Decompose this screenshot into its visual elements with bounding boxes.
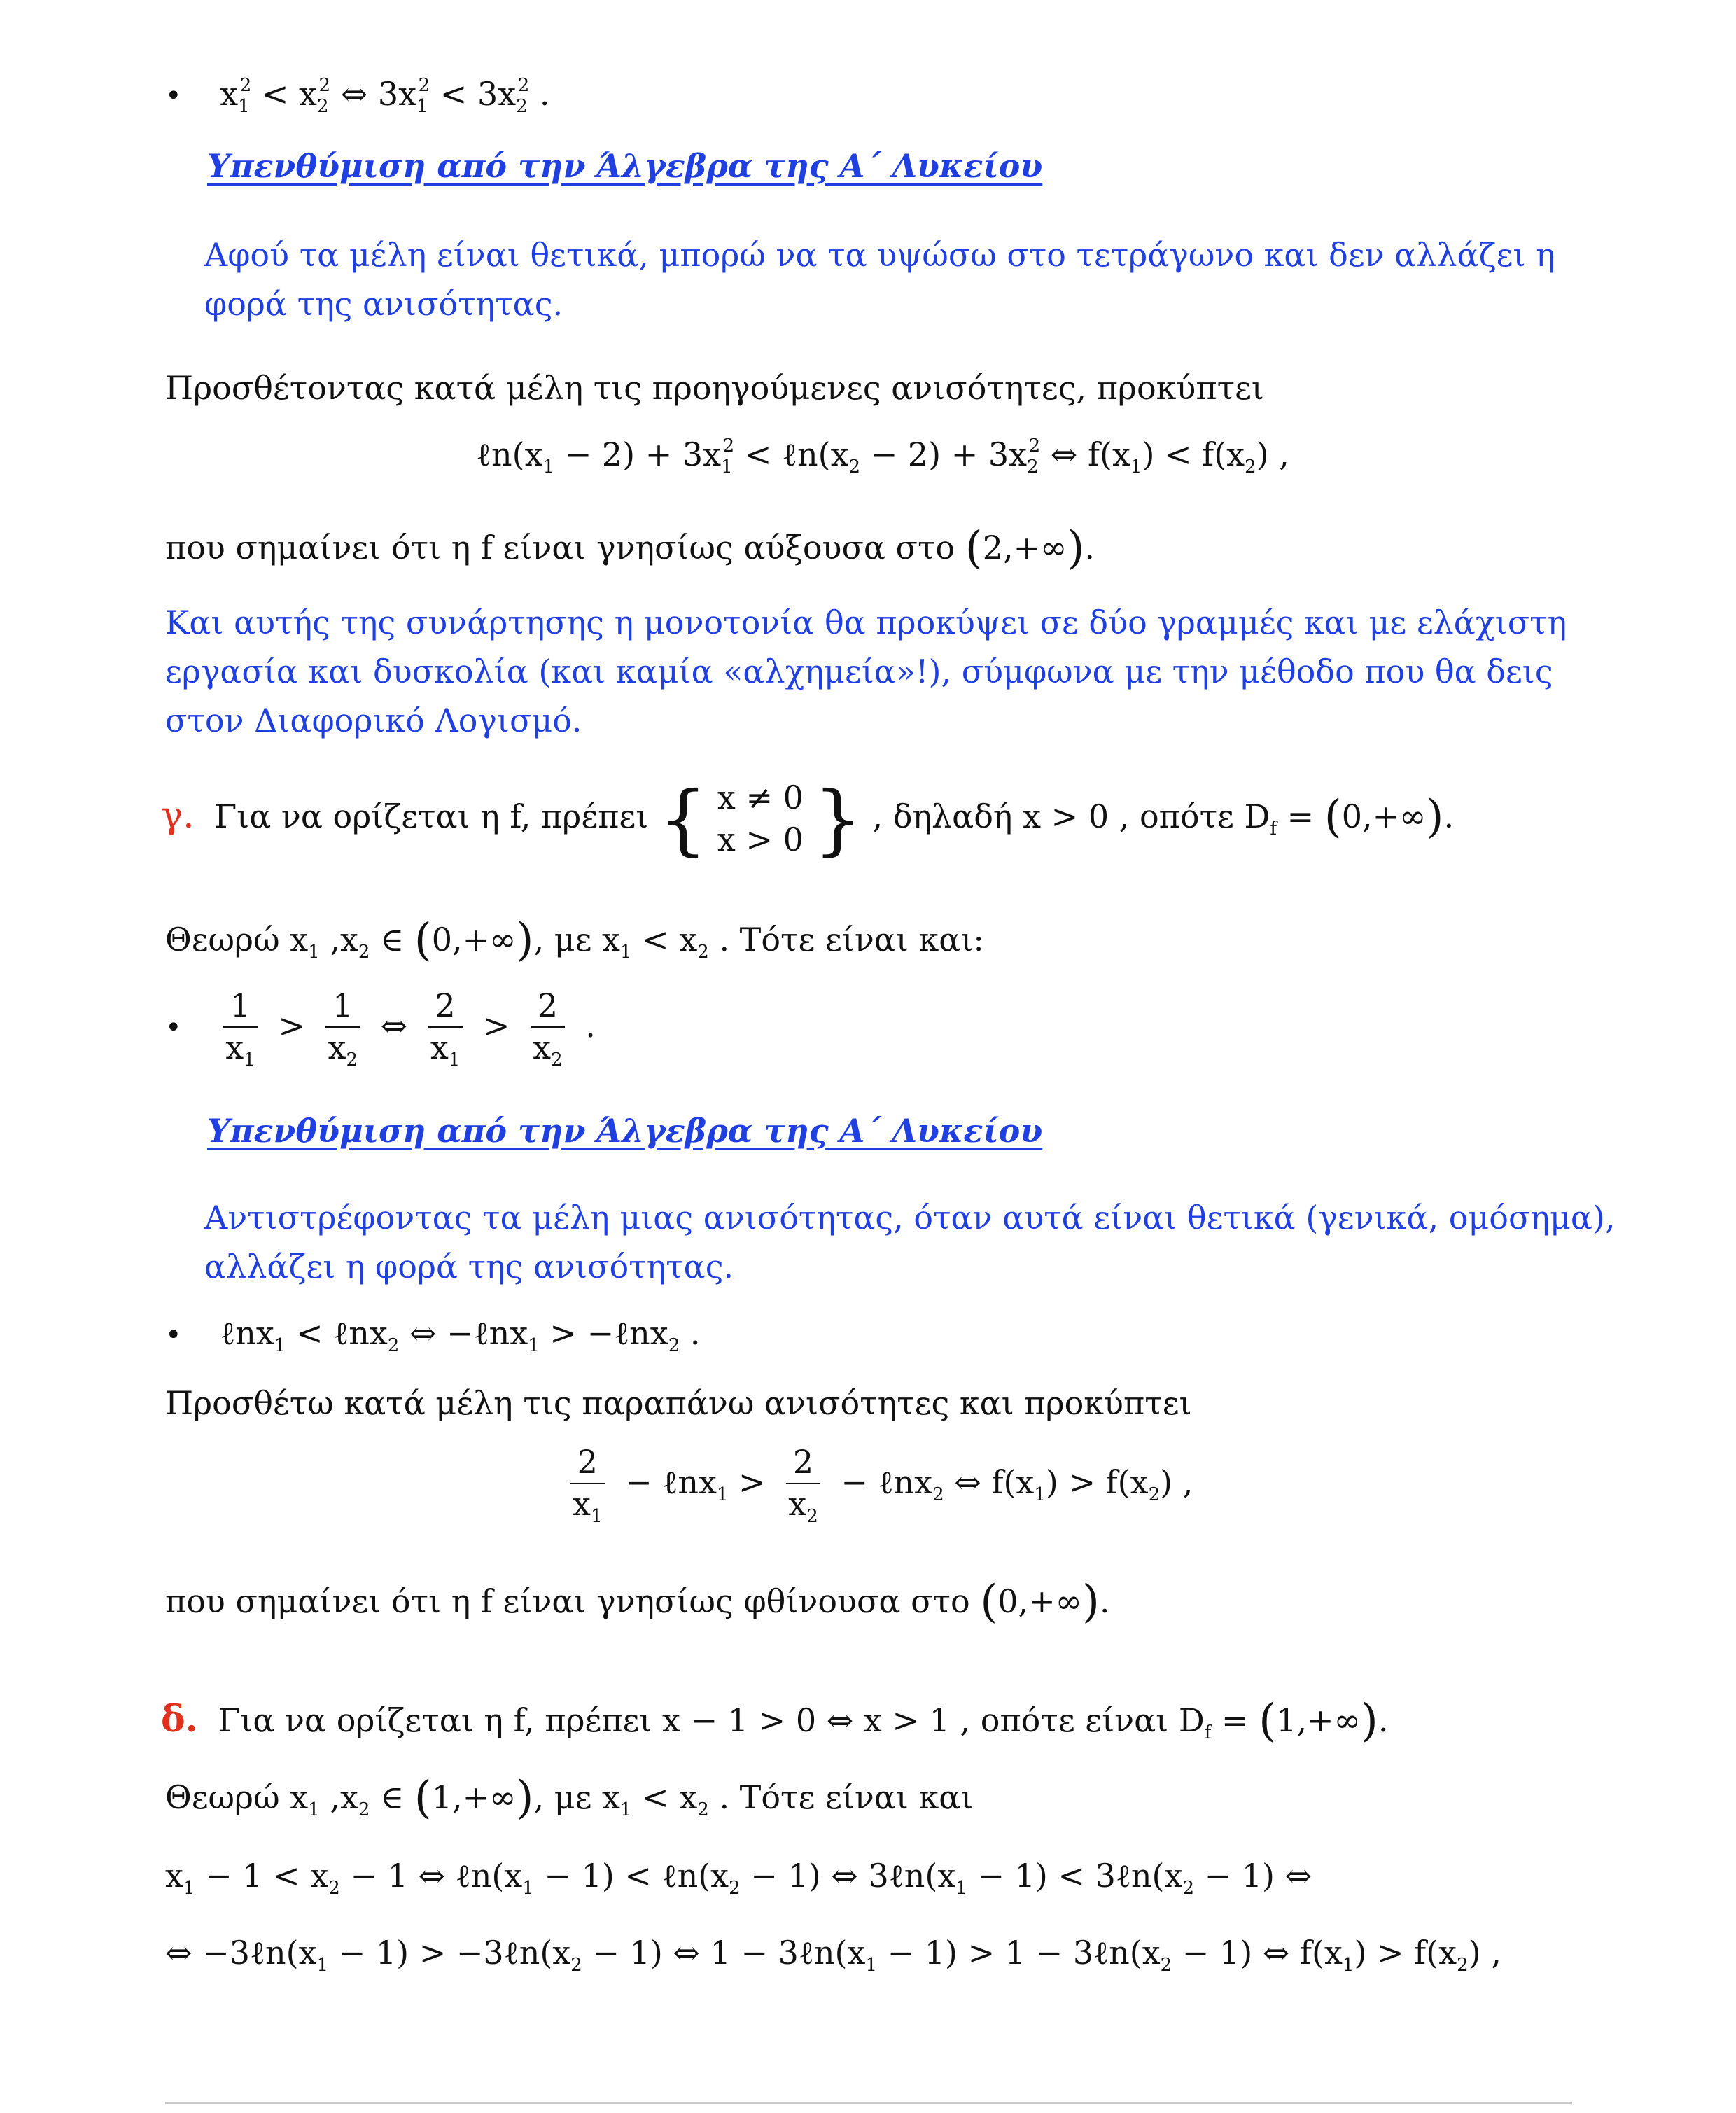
section-c-domain: γ. Για να ορίζεται η f, πρέπει { x ≠ 0 x > 0 } , δηλαδή x > 0 , οπότε $D_f = (0,+\infty)$. xyxy=(161,774,1455,864)
equation-d-line1: $x_1 - 1 < x_2 - 1$ ⇔ $\ell n(x_1 - 1)$ < $\ell n(x_2 - 1)$ ⇔ $3\ell n(x_1 - 1)$ < $3\ell n(x_2 - 1)$ ⇔ xyxy=(165,1857,1312,1899)
conclusion-b: που σημαίνει ότι η f είναι γνησίως αύξουσα στο (2,+∞). xyxy=(165,522,1096,574)
section-c-label: γ. xyxy=(161,794,195,837)
section-d-domain: δ. Για να ορίζεται η f, πρέπει x − 1 > 0 ⇔ x > 1 , οπότε είναι $D_f = (1,+\infty)$. xyxy=(161,1695,1389,1747)
adding-text-c: Προσθέτω κατά μέλη τις παραπάνω ανισότητες και προκύπτει xyxy=(165,1384,1192,1422)
equation-c-sum: $\frac{2}{x_1}$ − ℓnx$_1$ > $\frac{2}{x_2}$ − ℓnx$_2$ ⇔ $f(x_1) > f(x_2)$ , xyxy=(560,1442,1193,1528)
reminder-text-2a: Αντιστρέφοντας τα μέλη μιας ανισότητας, όταν αυτά είναι θετικά (γενικά, ομόσημα), xyxy=(204,1199,1616,1236)
reminder-text-1a: Αφού τα μέλη είναι θετικά, μπορώ να τα υψώσω στο τετράγωνο και δεν αλλάζει η xyxy=(204,236,1555,274)
section-d-label: δ. xyxy=(161,1698,198,1741)
bullet-reciprocals: • $\frac{1}{x_1}$ > $\frac{1}{x_2}$ ⇔ $\frac{2}{x_1}$ > $\frac{2}{x_2}$ . xyxy=(165,986,596,1071)
reminder-heading-1: Υπενθύμιση από την Άλγεβρα της Α΄ Λυκείου xyxy=(207,147,1043,185)
section-d-consider: Θεωρώ $x_1$ $,x_2$ ∈ (1,+∞), με $x_1 < x_2$ . Τότε είναι και xyxy=(165,1772,974,1824)
note-line-2: εργασία και δυσκολία (και καμία «αλχημεία»!), σύμφωνα με την μέθοδο που θα δεις xyxy=(165,653,1553,690)
note-line-3: στον Διαφορικό Λογισμό. xyxy=(165,702,582,739)
equation-ln-sum: $\ell n(x_1 - 2) + 3x_1^2$ < $\ell n(x_2 - 2) + 3x_2^2$ ⇔ $f(x_1) < f(x_2)$ , xyxy=(476,435,1289,477)
equation-d-line2: ⇔ $-3\ell n(x_1 - 1)$ > $-3\ell n(x_2 - 1)$ ⇔ $1 - 3\ell n(x_1 - 1) > 1$ − $3\ell n(x_2 - 1)$ ⇔ $f(x_1) > f(x_2)$ , xyxy=(165,1934,1502,1976)
footer-divider xyxy=(165,2102,1572,2104)
section-c-consider: Θεωρώ $x_1$ $,x_2$ ∈ (0,+∞), με $x_1 < x_2$ . Τότε είναι και: xyxy=(165,914,984,966)
reminder-heading-2: Υπενθύμιση από την Άλγεβρα της Α΄ Λυκείου xyxy=(207,1112,1043,1150)
adding-text-b: Προσθέτοντας κατά μέλη τις προηγούμενες ανισότητες, προκύπτει xyxy=(165,369,1264,407)
reminder-text-1b: φορά της ανισότητας. xyxy=(204,285,564,323)
conclusion-c: που σημαίνει ότι η f είναι γνησίως φθίνουσα στο (0,+∞). xyxy=(165,1576,1110,1628)
condition-system: { x ≠ 0 x > 0 } xyxy=(658,774,862,864)
reminder-text-2b: αλλάζει η φορά της ανισότητας. xyxy=(204,1248,734,1285)
bullet-x-squares: • $x_1^2 < x_2^2$ ⇔ $3x_1^2 < 3x_2^2$ . xyxy=(165,75,550,117)
bullet-ln: • ℓnx$_1$ < ℓnx$_2$ ⇔ −ℓnx$_1$ > −ℓnx$_2$ . xyxy=(165,1314,701,1356)
note-line-1: Και αυτής της συνάρτησης η μονοτονία θα προκύψει σε δύο γραμμές και με ελάχιστη xyxy=(165,604,1567,641)
